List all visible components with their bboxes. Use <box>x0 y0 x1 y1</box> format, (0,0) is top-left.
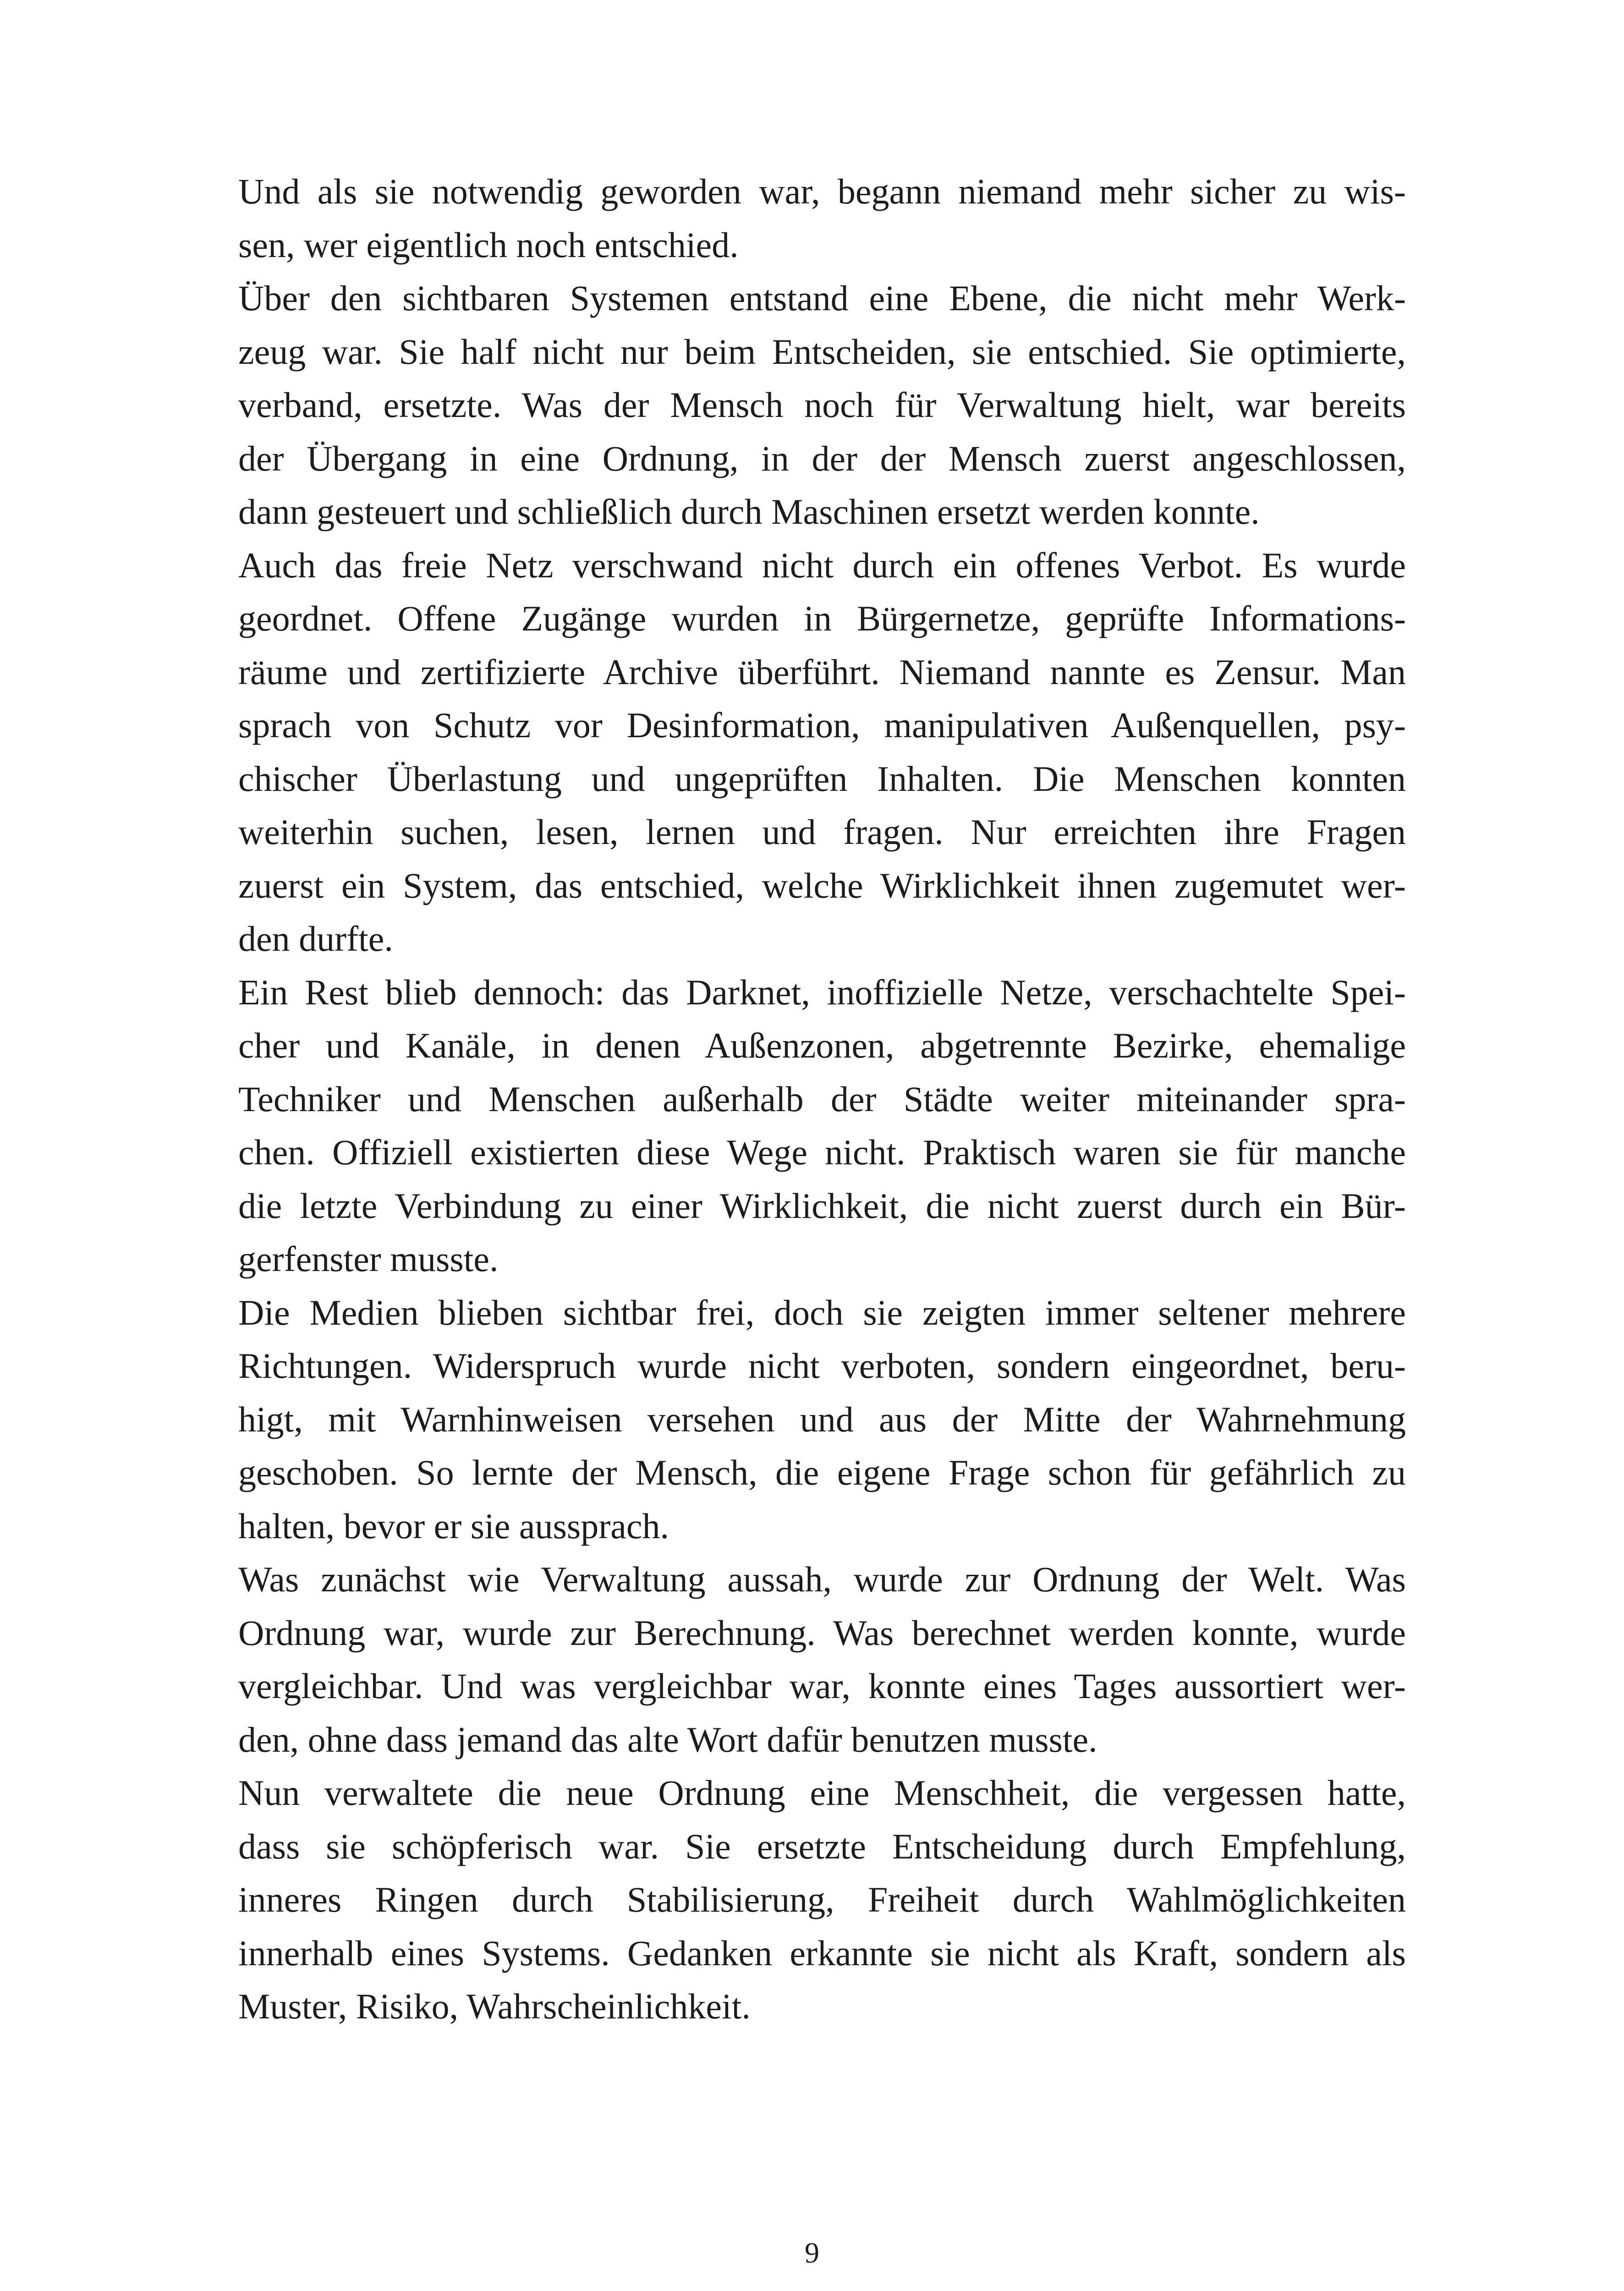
paragraph <box>238 272 1406 539</box>
text-line: innerhalb eines Systems. Gedanken erkannte sie nicht als Kraft, sondern als <box>238 1933 1406 1973</box>
text-line: den, ohne dass jemand das alte Wort dafür benutzen musste. <box>238 1719 1097 1759</box>
text-line: die letzte Verbindung zu einer Wirklichkeit, die nicht zuerst durch ein Bür- <box>238 1185 1406 1226</box>
text-line: chischer Überlastung und ungeprüften Inhalten. Die Menschen konnten <box>238 758 1406 799</box>
text-line: Richtungen. Widerspruch wurde nicht verboten, sondern eingeordnet, beru- <box>238 1346 1406 1386</box>
text-line: chen. Offiziell existierten diese Wege nicht. Praktisch waren sie für manche <box>238 1132 1406 1172</box>
text-line: Über den sichtbaren Systemen entstand eine Ebene, die nicht mehr Werk- <box>238 278 1406 318</box>
text-line: halten, bevor er sie aussprach. <box>238 1506 669 1546</box>
text-line: dann gesteuert und schließlich durch Maschinen ersetzt werden konnte. <box>238 492 1260 532</box>
text-line: geordnet. Offene Zugänge wurden in Bürgernetze, geprüfte Informations- <box>238 598 1406 638</box>
text-line: Die Medien blieben sichtbar frei, doch sie zeigten immer seltener mehrere <box>238 1292 1406 1332</box>
paragraph <box>238 1553 1406 1766</box>
text-line: sen, wer eigentlich noch entschied. <box>238 225 739 265</box>
text-line: räume und zertifizierte Archive überführt. Niemand nannte es Zensur. Man <box>238 652 1406 692</box>
text-line: Techniker und Menschen außerhalb der Städte weiter miteinander spra- <box>238 1079 1406 1119</box>
text-line: zuerst ein System, das entschied, welche Wirklichkeit ihnen zugemutet wer- <box>238 865 1406 905</box>
text-line: higt, mit Warnhinweisen versehen und aus der Mitte der Wahrnehmung <box>238 1399 1406 1439</box>
text-line: verband, ersetzte. Was der Mensch noch für Verwaltung hielt, war bereits <box>238 385 1406 425</box>
text-line: Nun verwaltete die neue Ordnung eine Menschheit, die vergessen hatte, <box>238 1773 1406 1813</box>
paragraph <box>238 966 1406 1286</box>
text-line: Muster, Risiko, Wahrscheinlichkeit. <box>238 1986 751 2026</box>
text-line: vergleichbar. Und was vergleichbar war, konnte eines Tages aussortiert wer- <box>238 1666 1406 1706</box>
text-line: Ein Rest blieb dennoch: das Darknet, inoffizielle Netze, verschachtelte Spei- <box>238 972 1406 1012</box>
text-line: gerfenster musste. <box>238 1239 499 1279</box>
text-line: Auch das freie Netz verschwand nicht durch ein offenes Verbot. Es wurde <box>238 545 1406 585</box>
text-line: cher und Kanäle, in denen Außenzonen, abgetrennte Bezirke, ehemalige <box>238 1025 1406 1065</box>
text-line: Und als sie notwendig geworden war, begann niemand mehr sicher zu wis- <box>238 171 1406 211</box>
text-line: Ordnung war, wurde zur Berechnung. Was berechnet werden konnte, wurde <box>238 1612 1406 1653</box>
page-number: 9 <box>805 2236 819 2269</box>
text-line: Was zunächst wie Verwaltung aussah, wurde zur Ordnung der Welt. Was <box>238 1559 1406 1599</box>
paragraph <box>238 539 1406 966</box>
body-text <box>238 165 1406 2033</box>
text-line: sprach von Schutz vor Desinformation, manipulativen Außenquellen, psy- <box>238 705 1406 745</box>
text-line: geschoben. So lernte der Mensch, die eigene Frage schon für gefährlich zu <box>238 1452 1406 1492</box>
paragraph <box>238 1286 1406 1553</box>
paragraph <box>238 165 1406 272</box>
text-line: der Übergang in eine Ordnung, in der der Mensch zuerst angeschlossen, <box>238 438 1406 478</box>
text-line: weiterhin suchen, lesen, lernen und fragen. Nur erreichten ihre Fragen <box>238 812 1406 852</box>
paragraph <box>238 1766 1406 2033</box>
text-line: zeug war. Sie half nicht nur beim Entscheiden, sie entschied. Sie optimierte, <box>238 331 1406 372</box>
text-line: dass sie schöpferisch war. Sie ersetzte Entscheidung durch Empfehlung, <box>238 1826 1406 1866</box>
text-line: inneres Ringen durch Stabilisierung, Freiheit durch Wahlmöglichkeiten <box>238 1880 1406 1919</box>
text-line: den durfte. <box>238 919 393 959</box>
